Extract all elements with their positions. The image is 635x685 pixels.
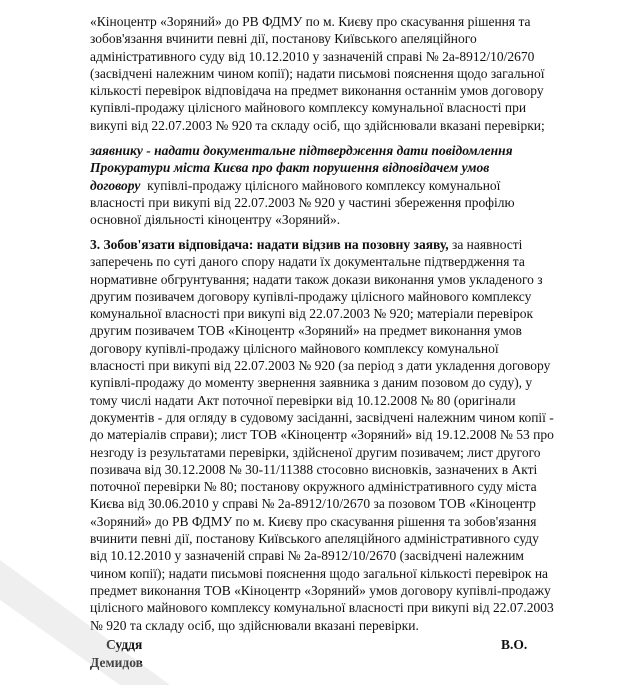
bold-fragment: 3. Зобов'язати відповідача: надати відзив на позовну заяву, xyxy=(90,237,449,252)
text-line: купівлі-продажу до моменту звернення заявника з даним позовом до суду), у xyxy=(90,375,533,391)
text-line: зобов'язання вчинити певні дії, постанову Київського апеляційного xyxy=(90,31,477,47)
text-line: заявнику - надати документальне підтвердження дати повідомлення xyxy=(90,143,513,158)
bold-italic-fragment: договору xyxy=(90,177,141,193)
text-line: купівлі-продажу цілісного майнового комплексу комунальної власності при xyxy=(90,100,527,116)
text-line: позивача від 30.12.2008 № 30-11/11388 стосовно висновків, зазначених в Акті xyxy=(90,461,538,477)
text-fragment: купівлі-продажу цілісного майнового комплексу комунальної xyxy=(140,177,501,193)
judge-initials: В.О. xyxy=(501,637,528,652)
text-line: цілісного майнового комплексу комунальної власності при викупі від 22.07.2003 xyxy=(90,600,554,616)
text-line: другим позивачем ТОВ «Кіноцентр «Зоряний» на предмет виконання умов xyxy=(90,323,522,339)
text-line: документів - для огляду в судовому засіданні, засвідчені належним чином копії - xyxy=(90,409,554,425)
paragraph-3 xyxy=(90,236,580,634)
text-line: другим позивачем договору купівлі-продажу цілісного майнового комплексу xyxy=(90,288,532,304)
text-line: адміністративного суду від 10.12.2010 у зазначеній справі № 2а-8912/10/2670 xyxy=(90,48,535,64)
text-line: власності при викупі від 22.07.2003 № 920 (за період з дати укладення договору xyxy=(90,358,551,374)
text-line: викупі від 22.07.2003 № 920 та складу осіб, що здійснювали вказані перевірки; xyxy=(90,117,545,133)
text-line xyxy=(90,236,580,253)
judge-role: Суддя xyxy=(106,637,143,652)
paragraph-1 xyxy=(90,13,580,134)
paragraph-2 xyxy=(90,142,580,228)
text-line: чином копії); надати письмові пояснення щодо загальної кількості перевірок на xyxy=(90,565,549,581)
text-line: договору купівлі-продажу цілісного майнового комплексу комунальної xyxy=(90,340,499,356)
judge-surname: Демидов xyxy=(90,655,143,670)
text-line: до матеріалів справи); лист ТОВ «Кіноцентр «Зоряний» від 19.12.2008 № 53 про xyxy=(90,427,554,443)
text-line: заперечень по суті даного спору надати їх документальне підтвердження та xyxy=(90,254,525,270)
text-line: «Зоряний» до РВ ФДМУ по м. Києву про скасування рішення та зобов'язання xyxy=(90,513,537,529)
text-line: від 10.12.2010 у зазначеній справі № 2а-8912/10/2670 (засвідчені належним xyxy=(90,548,524,564)
text-line: незгоду із результатами перевірки, здійсненої другим позивачем; лист другого xyxy=(90,444,541,460)
text-line xyxy=(90,177,580,194)
text-line: власності при викупі від 22.07.2003 № 920 у частині збереження профілю xyxy=(90,194,515,210)
text-line: вчинити певні дії, постанову Київського апеляційного адміністративного суду xyxy=(90,531,539,547)
text-line: поточної перевірки № 80; постанову окружного адміністративного суду міста xyxy=(90,479,537,495)
text-line: комунальної власності при викупі від 22.07.2003 № 920; матеріали перевірок xyxy=(90,306,534,322)
text-line: Києва від 30.06.2010 у справі № 2а-8912/10/2670 за позовом ТОВ «Кіноцентр xyxy=(90,496,536,512)
text-line: «Кіноцентр «Зоряний» до РВ ФДМУ по м. Києву про скасування рішення та xyxy=(90,14,531,29)
text-line: основної діяльності кіноцентру «Зоряний». xyxy=(90,212,341,228)
text-fragment: за наявності xyxy=(448,237,523,252)
text-line: предмет виконання ТОВ «Кіноцентр «Зоряний» умов договору купівлі-продажу xyxy=(90,582,551,598)
text-line: № 920 та складу осіб, що здійснювали вказані перевірки. xyxy=(90,617,419,633)
text-line: кількості перевірок відповідача на предмет виконання останнім умов договору xyxy=(90,83,544,99)
text-line: нормативне обгрунтування; надати також докази виконання умов укладеного з xyxy=(90,271,543,287)
text-line: Прокуратури міста Києва про факт порушення відповідачем умов xyxy=(90,160,490,176)
text-line: тому числі надати Акт поточної перевірки від 10.12.2008 № 80 (оригінали xyxy=(90,392,516,408)
text-line: (засвідчені належним чином копії); надати письмові пояснення щодо загальної xyxy=(90,65,545,81)
